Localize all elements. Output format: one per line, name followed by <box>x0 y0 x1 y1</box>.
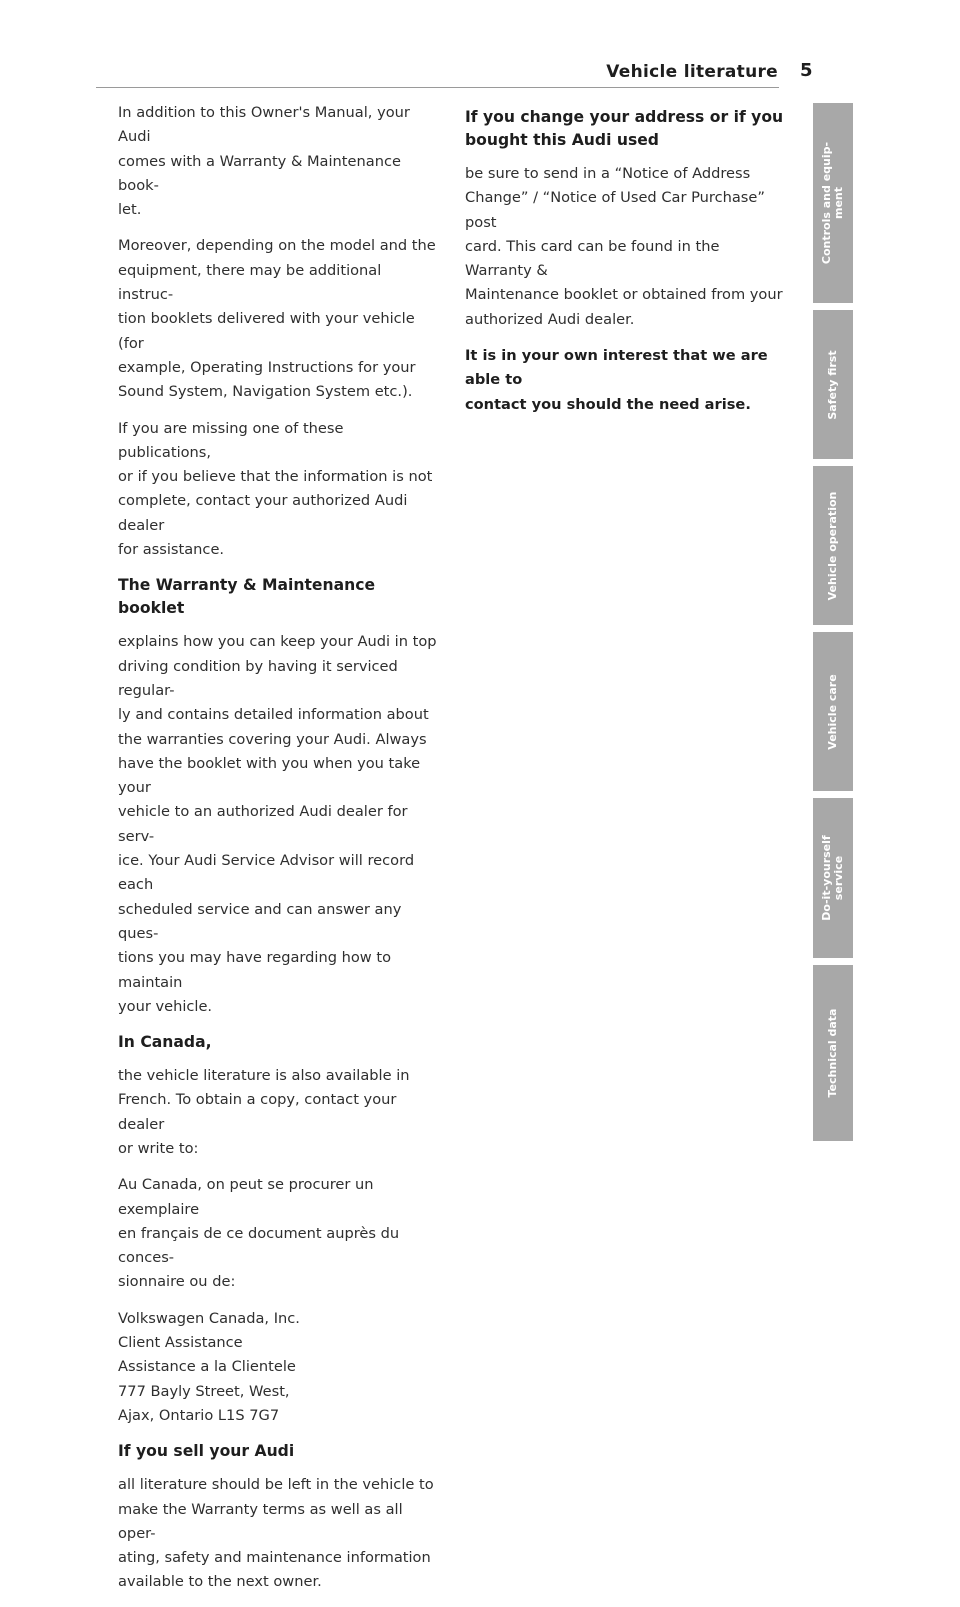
chapter-tab-label: Vehicle operation <box>826 491 839 600</box>
chapter-tab-do-it-yourself[interactable] <box>813 798 853 958</box>
canada-paragraph: the vehicle literature is also available in French. To obtain a copy, contact your dealer or write to: <box>118 1067 410 1157</box>
address-change-note: It is in your own interest that we are able to contact you should the need arise. <box>465 347 768 413</box>
sell-heading: If you sell your Audi <box>118 1442 295 1461</box>
warranty-heading: The Warranty & Maintenance booklet <box>118 576 376 618</box>
chapter-tab-vehicle-care[interactable] <box>813 632 853 791</box>
chapter-tab-controls[interactable] <box>813 103 853 303</box>
chapter-tab-label: Controls and equip- ment <box>820 141 845 265</box>
sell-paragraph: all literature should be left in the vehicle to make the Warranty terms as well as all oper- ating, safety and maintenance information available to the next owner. <box>118 1476 434 1591</box>
left-column <box>118 101 438 1607</box>
chapter-tab-label: Safety first <box>826 349 839 420</box>
page-number: 5 <box>800 60 813 81</box>
intro-paragraph-1: In addition to this Owner's Manual, your Audi comes with a Warranty & Maintenance book- let. <box>118 104 410 219</box>
canada-french-paragraph: Au Canada, on peut se procurer un exemplaire en français de ce document auprès du conces- sionnaire ou de: <box>118 1176 400 1291</box>
address-change-heading: If you change your address or if you bought this Audi used <box>465 108 784 149</box>
intro-paragraph-2: Moreover, depending on the model and the equipment, there may be additional instruc- tion booklets delivered with your vehicle (for example, Operating Instructions for your Sound System, Navigation System etc.). <box>118 237 436 401</box>
intro-paragraph-3: If you are missing one of these publications, or if you believe that the information is not complete, contact your authorized Audi dealer for assistance. <box>118 419 433 559</box>
chapter-tab-label: Do-it-yourself service <box>820 835 845 921</box>
header-rule <box>96 87 779 88</box>
chapter-tab-safety[interactable] <box>813 310 853 459</box>
chapter-tab-vehicle-operation[interactable] <box>813 466 853 625</box>
address-change-paragraph: be sure to send in a “Notice of Address Change” / “Notice of Used Car Purchase” post card. This card can be found in the Warranty & Maintenance booklet or obtained from your authorized Audi dealer. <box>465 165 783 328</box>
page-header-title: Vehicle literature <box>606 62 778 82</box>
right-column <box>465 106 785 429</box>
chapter-tab-technical-data[interactable] <box>813 965 853 1141</box>
mailing-address: Volkswagen Canada, Inc. Client Assistance Assistance a la Clientele 777 Bayly Street, West, Ajax, Ontario L1S 7G7 <box>118 1309 300 1424</box>
canada-heading: In Canada, <box>118 1033 212 1052</box>
chapter-tab-label: Vehicle care <box>826 673 839 750</box>
warranty-paragraph: explains how you can keep your Audi in top driving condition by having it serviced regular- ly and contains detailed information about the warranties covering your Audi. Always have the booklet with you when you take your vehicle to an authorized Audi dealer for serv- ice. Your Audi Service Advisor will record each scheduled service and can answer any ques- tions you may have regarding how to maintain your vehicle. <box>118 633 437 1015</box>
chapter-tab-label: Technical data <box>826 1008 839 1098</box>
